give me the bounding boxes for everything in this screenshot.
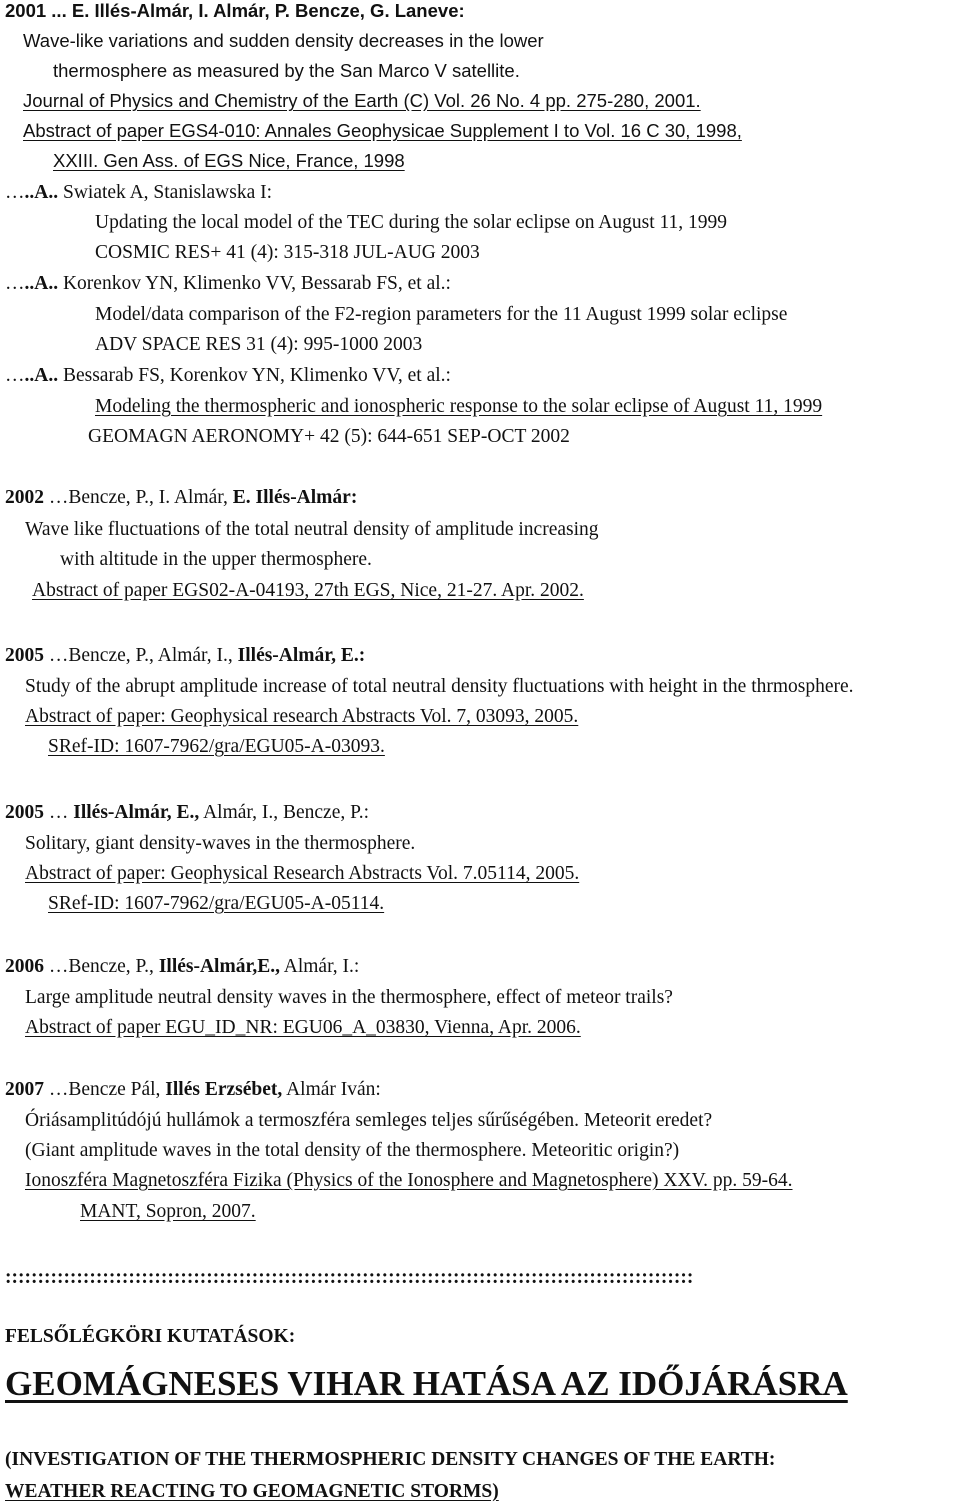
entry-journal: Ionoszféra Magnetoszféra Fizika (Physics of the Ionosphere and Magnetosphere) XXV. pp. 59-64.: [25, 1170, 793, 1191]
entry-title: Wave-like variations and sudden density decreases in the lower: [23, 30, 544, 51]
entry-abstract: Abstract of paper EGS4-010: Annales Geophysicae Supplement I to Vol. 16 C 30, 1998,: [23, 120, 742, 141]
entry-2005-heading: [5, 643, 365, 669]
entry-year: 2001: [5, 0, 47, 21]
entry-title: Study of the abrupt amplitude increase of total neutral density fluctuations with height in the thrmosphere.: [25, 676, 854, 697]
entry-2007-heading: [5, 1077, 381, 1103]
entry-year: 2005: [5, 802, 44, 823]
entry-authors-rest: Almár, I.:: [279, 956, 360, 977]
entry-2001-heading: [5, 0, 465, 24]
entry-journal: Journal of Physics and Chemistry of the Earth (C) Vol. 26 No. 4 pp. 275-280, 2001.: [23, 90, 701, 111]
entry-authors-highlight: Illés-Almár, E.,: [73, 802, 200, 823]
entry-authors-rest: Almár Iván:: [282, 1079, 381, 1100]
entry-sref: SRef-ID: 1607-7962/gra/EGU05-A-05114.: [48, 893, 385, 914]
entry-2006-heading: [5, 954, 359, 980]
section-separator: ::::::::::::::::::::::::::::::::::::::::::::::::::::::::::::::::::::::::::::::::::::::::::::::::::::::::::: [5, 1267, 694, 1288]
citation-authors: [5, 180, 272, 206]
entry-year: 2006: [5, 956, 44, 977]
citation-source: ADV SPACE RES 31 (4): 995-1000 2003: [95, 334, 423, 355]
entry-ellipsis: …: [44, 802, 74, 823]
entry-year: 2005: [5, 645, 44, 666]
citation-marker: ..A..: [24, 273, 59, 294]
entry-journal-continued: MANT, Sopron, 2007.: [80, 1201, 256, 1222]
entry-abstract: Abstract of paper: Geophysical Research Abstracts Vol. 7.05114, 2005.: [25, 863, 580, 884]
entry-sref: SRef-ID: 1607-7962/gra/EGU05-A-03093.: [48, 736, 385, 757]
citation-marker: ..A..: [24, 365, 59, 386]
citation-source: GEOMAGN AERONOMY+ 42 (5): 644-651 SEP-OCT 2002: [88, 426, 570, 447]
citation-title: Updating the local model of the TEC during the solar eclipse on August 11, 1999: [95, 212, 728, 233]
section-title: GEOMÁGNESES VIHAR HATÁSA AZ IDŐJÁRÁSRA: [5, 1364, 848, 1403]
citation-author-list: Korenkov YN, Klimenko VV, Bessarab FS, et al.:: [58, 273, 451, 294]
citation-title: Model/data comparison of the F2-region parameters for the 11 August 1999 solar eclipse: [95, 304, 788, 325]
section-subtitle: (INVESTIGATION OF THE THERMOSPHERIC DENSITY CHANGES OF THE EARTH:: [5, 1449, 776, 1470]
entry-authors: …Bencze, P.,: [44, 956, 159, 977]
entry-authors-highlight: E. Illés-Almár:: [232, 487, 358, 508]
section-label: FELSŐLÉGKÖRI KUTATÁSOK:: [5, 1326, 296, 1347]
entry-title: Solitary, giant density-waves in the thermosphere.: [25, 833, 416, 854]
entry-title-continued: thermosphere as measured by the San Marco V satellite.: [53, 60, 520, 81]
entry-2002-heading: [5, 485, 357, 511]
entry-title-english: (Giant amplitude waves in the total density of the thermosphere. Meteoritic origin?): [25, 1140, 680, 1161]
entry-authors: Almár, I., Bencze, P.:: [199, 802, 370, 823]
citation-marker: ..A..: [24, 182, 59, 203]
entry-abstract: Abstract of paper EGS02-A-04193, 27th EGS, Nice, 21-27. Apr. 2002.: [32, 580, 584, 601]
citation-source: COSMIC RES+ 41 (4): 315-318 JUL-AUG 2003: [95, 242, 480, 263]
entry-authors-highlight: Illés-Almár,E.,: [158, 956, 280, 977]
entry-authors-highlight: Illés Erzsébet,: [165, 1079, 283, 1100]
entry-title: Wave like fluctuations of the total neutral density of amplitude increasing: [25, 519, 599, 540]
entry-title: Large amplitude neutral density waves in the thermosphere, effect of meteor trails?: [25, 987, 673, 1008]
citation-title: Modeling the thermospheric and ionospheric response to the solar eclipse of August 11, 1999: [95, 396, 823, 417]
entry-abstract: Abstract of paper EGU_ID_NR: EGU06_A_03830, Vienna, Apr. 2006.: [25, 1017, 581, 1038]
citation-ellipsis: …: [5, 273, 25, 294]
citation-ellipsis: …: [5, 365, 25, 386]
entry-abstract-continued: XXIII. Gen Ass. of EGS Nice, France, 1998: [53, 150, 405, 171]
entry-authors: ... E. Illés-Almár, I. Almár, P. Bencze, G. Laneve:: [46, 0, 465, 21]
entry-2005-heading: [5, 800, 369, 826]
entry-authors: …Bencze, P., Almár, I.,: [44, 645, 238, 666]
citation-author-list: Bessarab FS, Korenkov YN, Klimenko VV, et al.:: [58, 365, 451, 386]
entry-abstract: Abstract of paper: Geophysical research Abstracts Vol. 7, 03093, 2005.: [25, 706, 579, 727]
citation-ellipsis: …: [5, 182, 25, 203]
entry-title-continued: with altitude in the upper thermosphere.: [60, 549, 372, 570]
entry-year: 2007: [5, 1079, 44, 1100]
citation-authors: [5, 363, 451, 389]
entry-authors: …Bencze Pál,: [44, 1079, 166, 1100]
citation-authors: [5, 271, 451, 297]
entry-authors-highlight: Illés-Almár, E.:: [237, 645, 366, 666]
entry-year: 2002: [5, 487, 44, 508]
entry-authors: …Bencze, P., I. Almár,: [44, 487, 233, 508]
entry-title-hungarian: Óriásamplitúdójú hullámok a termoszféra semleges teljes sűrűségében. Meteorit eredet?: [25, 1110, 713, 1131]
section-subtitle-continued: WEATHER REACTING TO GEOMAGNETIC STORMS): [5, 1481, 499, 1502]
citation-author-list: Swiatek A, Stanislawska I:: [58, 182, 273, 203]
